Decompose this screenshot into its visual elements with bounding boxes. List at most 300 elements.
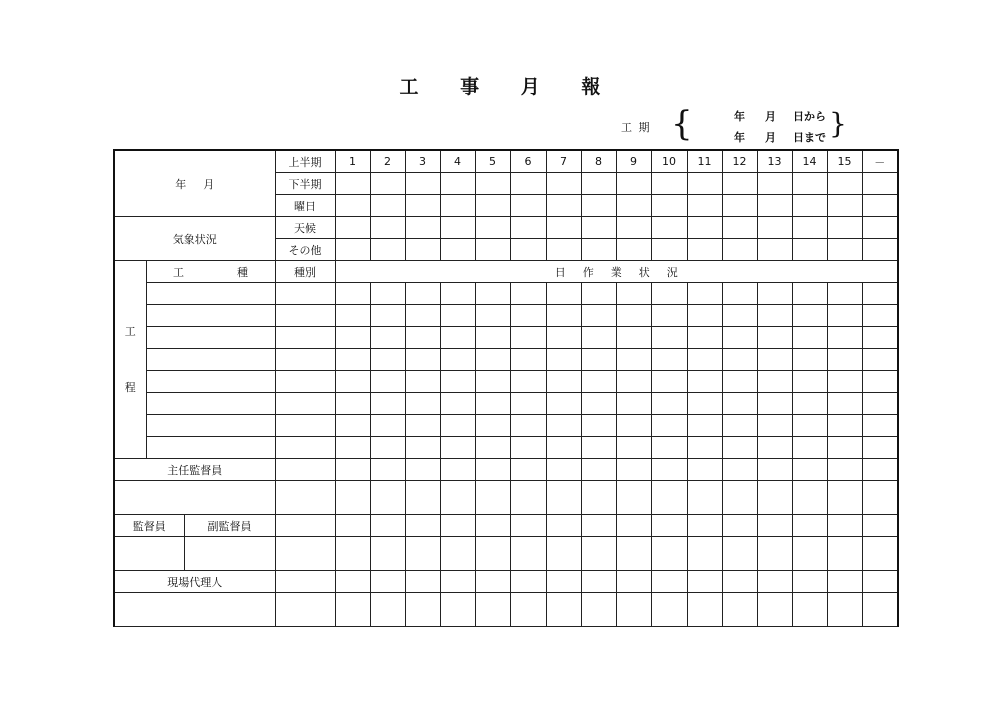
- day-cell[interactable]: [757, 283, 792, 305]
- day-cell[interactable]: [335, 349, 370, 371]
- day-cell[interactable]: [546, 349, 581, 371]
- day-cell[interactable]: [792, 415, 827, 437]
- day-cell[interactable]: [475, 459, 510, 481]
- day-cell[interactable]: [510, 393, 546, 415]
- day-cell[interactable]: [862, 593, 898, 627]
- day-cell[interactable]: [405, 437, 440, 459]
- day-cell[interactable]: [757, 217, 792, 239]
- day-cell[interactable]: [510, 593, 546, 627]
- day-cell[interactable]: [792, 239, 827, 261]
- day-cell[interactable]: [546, 239, 581, 261]
- day-cell[interactable]: [722, 305, 757, 327]
- day-cell[interactable]: [687, 571, 722, 593]
- day-cell[interactable]: [687, 283, 722, 305]
- day-cell[interactable]: [581, 571, 616, 593]
- day-cell[interactable]: [827, 537, 862, 571]
- day-cell[interactable]: [827, 415, 862, 437]
- day-cell[interactable]: [792, 327, 827, 349]
- day-cell[interactable]: [546, 217, 581, 239]
- day-cell[interactable]: [581, 217, 616, 239]
- day-cell[interactable]: [651, 283, 687, 305]
- category-cell[interactable]: [275, 283, 335, 305]
- day-cell[interactable]: [862, 173, 898, 195]
- day-cell[interactable]: [827, 393, 862, 415]
- day-cell[interactable]: [475, 415, 510, 437]
- day-cell[interactable]: [827, 437, 862, 459]
- day-cell[interactable]: [581, 371, 616, 393]
- day-cell[interactable]: [370, 459, 405, 481]
- day-cell[interactable]: [510, 437, 546, 459]
- day-cell[interactable]: [440, 305, 475, 327]
- day-cell[interactable]: [546, 571, 581, 593]
- day-cell[interactable]: [405, 283, 440, 305]
- day-cell[interactable]: [510, 217, 546, 239]
- day-cell[interactable]: [687, 327, 722, 349]
- day-cell[interactable]: [722, 415, 757, 437]
- day-cell[interactable]: [616, 349, 651, 371]
- day-cell[interactable]: [335, 371, 370, 393]
- day-cell[interactable]: [546, 173, 581, 195]
- day-cell[interactable]: [440, 593, 475, 627]
- day-cell[interactable]: [546, 481, 581, 515]
- day-cell[interactable]: [370, 481, 405, 515]
- day-cell[interactable]: [722, 393, 757, 415]
- day-cell[interactable]: [440, 173, 475, 195]
- day-cell[interactable]: [546, 305, 581, 327]
- day-cell[interactable]: [616, 239, 651, 261]
- day-cell[interactable]: [335, 481, 370, 515]
- day-cell[interactable]: [651, 217, 687, 239]
- day-cell[interactable]: [722, 537, 757, 571]
- day-cell[interactable]: [792, 593, 827, 627]
- day-cell[interactable]: [687, 537, 722, 571]
- day-cell[interactable]: [510, 515, 546, 537]
- day-cell[interactable]: [405, 217, 440, 239]
- day-cell[interactable]: [616, 571, 651, 593]
- day-cell[interactable]: [581, 195, 616, 217]
- day-cell[interactable]: [440, 393, 475, 415]
- day-cell[interactable]: [370, 371, 405, 393]
- day-cell[interactable]: [335, 305, 370, 327]
- day-cell[interactable]: [757, 593, 792, 627]
- day-cell[interactable]: [651, 481, 687, 515]
- day-cell[interactable]: [862, 327, 898, 349]
- day-cell[interactable]: [335, 217, 370, 239]
- day-cell[interactable]: [616, 515, 651, 537]
- day-cell[interactable]: [862, 537, 898, 571]
- day-cell[interactable]: [335, 393, 370, 415]
- day-cell[interactable]: [827, 327, 862, 349]
- day-cell[interactable]: [335, 459, 370, 481]
- day-cell[interactable]: [510, 283, 546, 305]
- day-cell[interactable]: [581, 393, 616, 415]
- day-cell[interactable]: [757, 305, 792, 327]
- work-type-cell[interactable]: [146, 305, 275, 327]
- day-cell[interactable]: [827, 305, 862, 327]
- day-cell[interactable]: [335, 327, 370, 349]
- day-cell[interactable]: [862, 283, 898, 305]
- day-cell[interactable]: [722, 459, 757, 481]
- day-cell[interactable]: [335, 571, 370, 593]
- day-cell[interactable]: [475, 195, 510, 217]
- day-cell[interactable]: [616, 195, 651, 217]
- day-cell[interactable]: [687, 481, 722, 515]
- day-cell[interactable]: [827, 349, 862, 371]
- day-cell[interactable]: [827, 371, 862, 393]
- category-cell[interactable]: [275, 571, 335, 593]
- day-cell[interactable]: [405, 415, 440, 437]
- day-cell[interactable]: [862, 371, 898, 393]
- day-cell[interactable]: [616, 393, 651, 415]
- category-cell[interactable]: [275, 349, 335, 371]
- day-cell[interactable]: [475, 393, 510, 415]
- day-cell[interactable]: [370, 349, 405, 371]
- day-cell[interactable]: [792, 305, 827, 327]
- day-cell[interactable]: [687, 217, 722, 239]
- day-cell[interactable]: [405, 327, 440, 349]
- day-cell[interactable]: [510, 459, 546, 481]
- day-cell[interactable]: [651, 305, 687, 327]
- day-cell[interactable]: [651, 515, 687, 537]
- day-cell[interactable]: [440, 349, 475, 371]
- day-cell[interactable]: [475, 481, 510, 515]
- day-cell[interactable]: [405, 239, 440, 261]
- day-cell[interactable]: [757, 459, 792, 481]
- category-cell[interactable]: [275, 593, 335, 627]
- day-cell[interactable]: [616, 371, 651, 393]
- day-cell[interactable]: [722, 593, 757, 627]
- day-cell[interactable]: [581, 327, 616, 349]
- day-cell[interactable]: [440, 571, 475, 593]
- day-cell[interactable]: [687, 371, 722, 393]
- day-cell[interactable]: [370, 437, 405, 459]
- day-cell[interactable]: [862, 217, 898, 239]
- day-cell[interactable]: [370, 217, 405, 239]
- day-cell[interactable]: [862, 415, 898, 437]
- day-cell[interactable]: [616, 459, 651, 481]
- day-cell[interactable]: [475, 305, 510, 327]
- day-cell[interactable]: [862, 459, 898, 481]
- day-cell[interactable]: [651, 459, 687, 481]
- day-cell[interactable]: [405, 537, 440, 571]
- day-cell[interactable]: [581, 437, 616, 459]
- category-cell[interactable]: [275, 393, 335, 415]
- day-cell[interactable]: [440, 217, 475, 239]
- day-cell[interactable]: [651, 195, 687, 217]
- day-cell[interactable]: [687, 305, 722, 327]
- day-cell[interactable]: [792, 481, 827, 515]
- day-cell[interactable]: [827, 515, 862, 537]
- day-cell[interactable]: [722, 173, 757, 195]
- category-cell[interactable]: [275, 415, 335, 437]
- day-cell[interactable]: [546, 283, 581, 305]
- day-cell[interactable]: [757, 481, 792, 515]
- day-cell[interactable]: [722, 217, 757, 239]
- day-cell[interactable]: [475, 571, 510, 593]
- day-cell[interactable]: [792, 349, 827, 371]
- day-cell[interactable]: [792, 571, 827, 593]
- day-cell[interactable]: [792, 217, 827, 239]
- day-cell[interactable]: [546, 515, 581, 537]
- day-cell[interactable]: [581, 459, 616, 481]
- day-cell[interactable]: [370, 239, 405, 261]
- day-cell[interactable]: [862, 393, 898, 415]
- day-cell[interactable]: [546, 537, 581, 571]
- day-cell[interactable]: [335, 239, 370, 261]
- day-cell[interactable]: [546, 415, 581, 437]
- day-cell[interactable]: [335, 173, 370, 195]
- day-cell[interactable]: [510, 371, 546, 393]
- category-cell[interactable]: [275, 537, 335, 571]
- day-cell[interactable]: [616, 593, 651, 627]
- day-cell[interactable]: [546, 371, 581, 393]
- day-cell[interactable]: [370, 415, 405, 437]
- day-cell[interactable]: [546, 393, 581, 415]
- day-cell[interactable]: [687, 349, 722, 371]
- category-cell[interactable]: [275, 459, 335, 481]
- day-cell[interactable]: [722, 239, 757, 261]
- day-cell[interactable]: [862, 437, 898, 459]
- day-cell[interactable]: [792, 537, 827, 571]
- day-cell[interactable]: [440, 415, 475, 437]
- day-cell[interactable]: [335, 195, 370, 217]
- day-cell[interactable]: [370, 393, 405, 415]
- day-cell[interactable]: [581, 305, 616, 327]
- day-cell[interactable]: [546, 459, 581, 481]
- work-type-cell[interactable]: [146, 327, 275, 349]
- day-cell[interactable]: [722, 571, 757, 593]
- day-cell[interactable]: [616, 437, 651, 459]
- day-cell[interactable]: [370, 571, 405, 593]
- day-cell[interactable]: [651, 537, 687, 571]
- day-cell[interactable]: [370, 283, 405, 305]
- day-cell[interactable]: [616, 327, 651, 349]
- day-cell[interactable]: [510, 239, 546, 261]
- day-cell[interactable]: [335, 537, 370, 571]
- day-cell[interactable]: [827, 593, 862, 627]
- day-cell[interactable]: [687, 239, 722, 261]
- day-cell[interactable]: [651, 571, 687, 593]
- day-cell[interactable]: [335, 437, 370, 459]
- day-cell[interactable]: [651, 349, 687, 371]
- day-cell[interactable]: [546, 195, 581, 217]
- day-cell[interactable]: [722, 195, 757, 217]
- day-cell[interactable]: [687, 437, 722, 459]
- day-cell[interactable]: [792, 371, 827, 393]
- day-cell[interactable]: [440, 515, 475, 537]
- day-cell[interactable]: [687, 195, 722, 217]
- day-cell[interactable]: [827, 481, 862, 515]
- work-type-cell[interactable]: [146, 283, 275, 305]
- day-cell[interactable]: [757, 327, 792, 349]
- day-cell[interactable]: [616, 305, 651, 327]
- day-cell[interactable]: [440, 459, 475, 481]
- work-type-cell[interactable]: [146, 371, 275, 393]
- day-cell[interactable]: [722, 283, 757, 305]
- day-cell[interactable]: [475, 437, 510, 459]
- day-cell[interactable]: [581, 415, 616, 437]
- day-cell[interactable]: [546, 437, 581, 459]
- day-cell[interactable]: [722, 349, 757, 371]
- day-cell[interactable]: [370, 305, 405, 327]
- day-cell[interactable]: [757, 239, 792, 261]
- day-cell[interactable]: [757, 437, 792, 459]
- day-cell[interactable]: [510, 305, 546, 327]
- day-cell[interactable]: [616, 481, 651, 515]
- work-type-cell[interactable]: [146, 437, 275, 459]
- day-cell[interactable]: [405, 173, 440, 195]
- day-cell[interactable]: [475, 371, 510, 393]
- day-cell[interactable]: [335, 415, 370, 437]
- day-cell[interactable]: [757, 371, 792, 393]
- day-cell[interactable]: [440, 437, 475, 459]
- day-cell[interactable]: [651, 371, 687, 393]
- day-cell[interactable]: [651, 393, 687, 415]
- day-cell[interactable]: [581, 515, 616, 537]
- day-cell[interactable]: [827, 459, 862, 481]
- day-cell[interactable]: [827, 173, 862, 195]
- day-cell[interactable]: [510, 481, 546, 515]
- day-cell[interactable]: [440, 195, 475, 217]
- day-cell[interactable]: [862, 305, 898, 327]
- day-cell[interactable]: [687, 393, 722, 415]
- day-cell[interactable]: [757, 515, 792, 537]
- day-cell[interactable]: [616, 415, 651, 437]
- day-cell[interactable]: [581, 349, 616, 371]
- day-cell[interactable]: [405, 305, 440, 327]
- work-type-cell[interactable]: [146, 349, 275, 371]
- day-cell[interactable]: [475, 239, 510, 261]
- day-cell[interactable]: [405, 371, 440, 393]
- day-cell[interactable]: [827, 217, 862, 239]
- day-cell[interactable]: [405, 571, 440, 593]
- day-cell[interactable]: [827, 239, 862, 261]
- day-cell[interactable]: [757, 349, 792, 371]
- day-cell[interactable]: [581, 283, 616, 305]
- day-cell[interactable]: [722, 437, 757, 459]
- chief-supervisor-signature[interactable]: [114, 481, 275, 515]
- day-cell[interactable]: [687, 415, 722, 437]
- day-cell[interactable]: [510, 537, 546, 571]
- day-cell[interactable]: [475, 173, 510, 195]
- day-cell[interactable]: [370, 593, 405, 627]
- day-cell[interactable]: [862, 195, 898, 217]
- day-cell[interactable]: [405, 393, 440, 415]
- day-cell[interactable]: [687, 173, 722, 195]
- day-cell[interactable]: [722, 371, 757, 393]
- day-cell[interactable]: [757, 415, 792, 437]
- day-cell[interactable]: [510, 415, 546, 437]
- day-cell[interactable]: [405, 349, 440, 371]
- day-cell[interactable]: [440, 239, 475, 261]
- day-cell[interactable]: [581, 537, 616, 571]
- supervisor-signature[interactable]: [114, 537, 184, 571]
- day-cell[interactable]: [722, 515, 757, 537]
- category-cell[interactable]: [275, 327, 335, 349]
- day-cell[interactable]: [862, 239, 898, 261]
- day-cell[interactable]: [722, 327, 757, 349]
- day-cell[interactable]: [581, 481, 616, 515]
- day-cell[interactable]: [510, 571, 546, 593]
- day-cell[interactable]: [792, 393, 827, 415]
- day-cell[interactable]: [757, 393, 792, 415]
- day-cell[interactable]: [792, 283, 827, 305]
- day-cell[interactable]: [510, 173, 546, 195]
- work-type-cell[interactable]: [146, 415, 275, 437]
- day-cell[interactable]: [475, 593, 510, 627]
- category-cell[interactable]: [275, 305, 335, 327]
- day-cell[interactable]: [651, 593, 687, 627]
- day-cell[interactable]: [757, 195, 792, 217]
- day-cell[interactable]: [862, 515, 898, 537]
- day-cell[interactable]: [616, 283, 651, 305]
- day-cell[interactable]: [405, 481, 440, 515]
- day-cell[interactable]: [440, 371, 475, 393]
- day-cell[interactable]: [687, 459, 722, 481]
- day-cell[interactable]: [651, 437, 687, 459]
- day-cell[interactable]: [370, 515, 405, 537]
- day-cell[interactable]: [687, 515, 722, 537]
- day-cell[interactable]: [405, 195, 440, 217]
- day-cell[interactable]: [616, 217, 651, 239]
- day-cell[interactable]: [475, 515, 510, 537]
- day-cell[interactable]: [405, 593, 440, 627]
- day-cell[interactable]: [651, 173, 687, 195]
- day-cell[interactable]: [475, 537, 510, 571]
- category-cell[interactable]: [275, 437, 335, 459]
- day-cell[interactable]: [440, 283, 475, 305]
- day-cell[interactable]: [510, 349, 546, 371]
- day-cell[interactable]: [862, 481, 898, 515]
- day-cell[interactable]: [335, 593, 370, 627]
- day-cell[interactable]: [440, 327, 475, 349]
- day-cell[interactable]: [651, 327, 687, 349]
- category-cell[interactable]: [275, 515, 335, 537]
- day-cell[interactable]: [370, 173, 405, 195]
- day-cell[interactable]: [475, 217, 510, 239]
- day-cell[interactable]: [370, 537, 405, 571]
- day-cell[interactable]: [862, 571, 898, 593]
- day-cell[interactable]: [475, 283, 510, 305]
- day-cell[interactable]: [616, 537, 651, 571]
- day-cell[interactable]: [335, 515, 370, 537]
- day-cell[interactable]: [792, 195, 827, 217]
- day-cell[interactable]: [510, 327, 546, 349]
- day-cell[interactable]: [405, 515, 440, 537]
- day-cell[interactable]: [792, 173, 827, 195]
- day-cell[interactable]: [651, 415, 687, 437]
- day-cell[interactable]: [546, 327, 581, 349]
- day-cell[interactable]: [722, 481, 757, 515]
- day-cell[interactable]: [581, 173, 616, 195]
- day-cell[interactable]: [335, 283, 370, 305]
- day-cell[interactable]: [405, 459, 440, 481]
- deputy-supervisor-signature[interactable]: [184, 537, 275, 571]
- day-cell[interactable]: [440, 537, 475, 571]
- site-agent-signature[interactable]: [114, 593, 275, 627]
- day-cell[interactable]: [475, 327, 510, 349]
- day-cell[interactable]: [581, 239, 616, 261]
- day-cell[interactable]: [757, 571, 792, 593]
- day-cell[interactable]: [370, 195, 405, 217]
- day-cell[interactable]: [475, 349, 510, 371]
- day-cell[interactable]: [581, 593, 616, 627]
- day-cell[interactable]: [757, 537, 792, 571]
- day-cell[interactable]: [440, 481, 475, 515]
- day-cell[interactable]: [792, 437, 827, 459]
- day-cell[interactable]: [827, 283, 862, 305]
- day-cell[interactable]: [757, 173, 792, 195]
